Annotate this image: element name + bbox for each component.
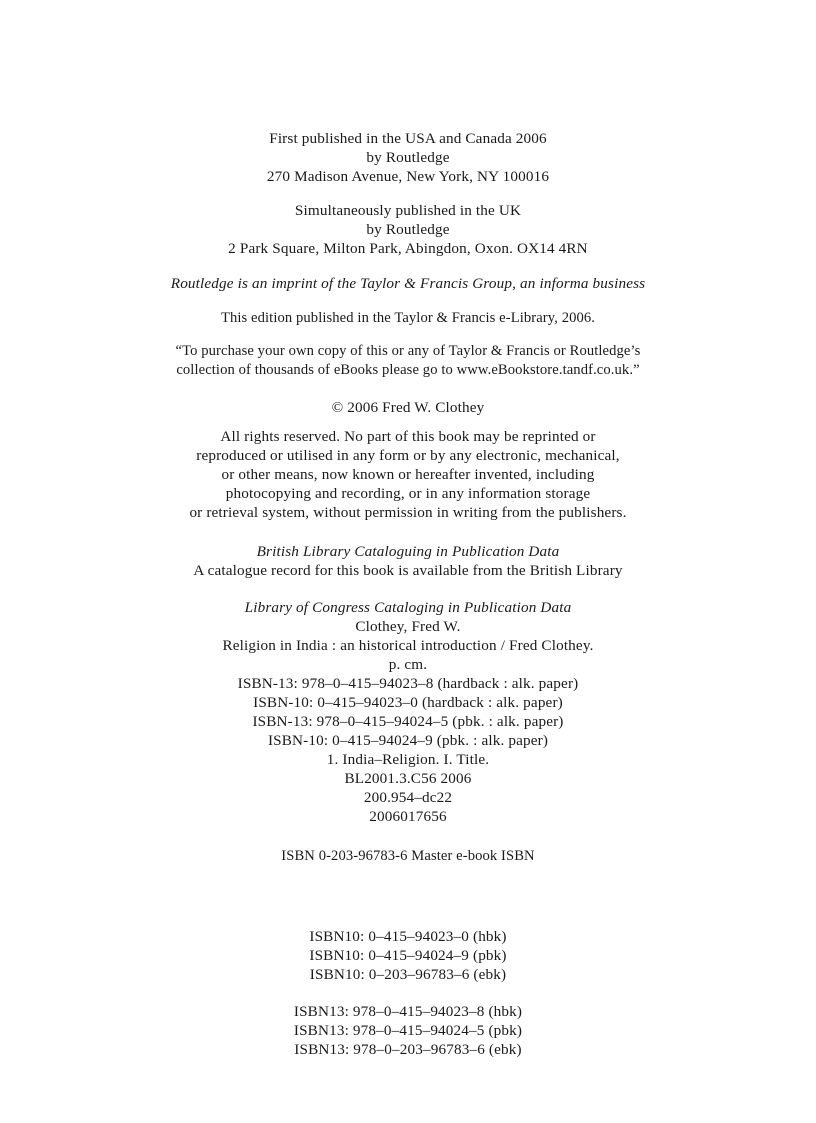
rights-block xyxy=(0,427,816,522)
usa-publication-block xyxy=(0,129,816,186)
isbn10-block xyxy=(0,927,816,984)
loc-line: ISBN-13: 978–0–415–94023–8 (hardback : alk. paper) xyxy=(237,675,579,692)
isbn10-line: ISBN10: 0–415–94023–0 (hbk) xyxy=(309,928,507,945)
library-of-congress-block xyxy=(0,598,816,826)
uk-publication-block xyxy=(0,201,816,258)
purchase-note-line: “To purchase your own copy of this or any of Taylor & Francis or Routledge’s xyxy=(175,343,641,359)
loc-heading: Library of Congress Cataloging in Publication Data xyxy=(244,599,572,616)
isbn13-line: ISBN13: 978–0–203–96783–6 (ebk) xyxy=(294,1041,522,1058)
edition-note-block xyxy=(0,309,816,328)
isbn13-line: ISBN13: 978–0–415–94024–5 (pbk) xyxy=(293,1022,523,1039)
master-isbn-block xyxy=(0,847,816,866)
loc-line: 1. India–Religion. I. Title. xyxy=(326,751,490,768)
rights-line: reproduced or utilised in any form or by any electronic, mechanical, xyxy=(196,447,620,464)
purchase-note-block xyxy=(0,342,816,380)
copyright-block xyxy=(0,398,816,417)
uk-publication-line: Simultaneously published in the UK xyxy=(294,202,522,219)
loc-line: BL2001.3.C56 2006 xyxy=(344,770,472,787)
loc-line: ISBN-10: 0–415–94024–9 (pbk. : alk. paper) xyxy=(267,732,549,749)
usa-publication-line: by Routledge xyxy=(366,149,450,166)
imprint-note: Routledge is an imprint of the Taylor & Francis Group, an informa business xyxy=(170,275,646,292)
british-library-heading: British Library Cataloguing in Publication Data xyxy=(256,543,560,560)
copyright-line: © 2006 Fred W. Clothey xyxy=(331,399,485,416)
isbn10-line: ISBN10: 0–203–96783–6 (ebk) xyxy=(309,966,507,983)
british-library-text: A catalogue record for this book is available from the British Library xyxy=(193,562,623,579)
rights-line: or other means, now known or hereafter invented, including xyxy=(221,466,595,483)
loc-line: ISBN-13: 978–0–415–94024–5 (pbk. : alk. paper) xyxy=(252,713,564,730)
loc-line: Clothey, Fred W. xyxy=(355,618,461,635)
isbn10-line: ISBN10: 0–415–94024–9 (pbk) xyxy=(309,947,507,964)
rights-line: All rights reserved. No part of this book may be reprinted or xyxy=(220,428,596,445)
rights-line: or retrieval system, without permission in writing from the publishers. xyxy=(189,504,627,521)
purchase-note-line: collection of thousands of eBooks please go to www.eBookstore.tandf.co.uk.” xyxy=(176,362,640,378)
british-library-block xyxy=(0,542,816,580)
imprint-note-block xyxy=(0,274,816,293)
edition-note: This edition published in the Taylor & Francis e-Library, 2006. xyxy=(220,310,596,326)
loc-line: p. cm. xyxy=(388,656,428,673)
master-isbn: ISBN 0-203-96783-6 Master e-book ISBN xyxy=(281,848,535,864)
loc-line: Religion in India : an historical introduction / Fred Clothey. xyxy=(222,637,594,654)
isbn13-block xyxy=(0,1002,816,1059)
isbn13-line: ISBN13: 978–0–415–94023–8 (hbk) xyxy=(293,1003,523,1020)
usa-publication-line: First published in the USA and Canada 2006 xyxy=(269,130,547,147)
loc-line: ISBN-10: 0–415–94023–0 (hardback : alk. paper) xyxy=(253,694,563,711)
loc-line: 200.954–dc22 xyxy=(363,789,453,806)
usa-publication-line: 270 Madison Avenue, New York, NY 100016 xyxy=(266,168,550,185)
rights-line: photocopying and recording, or in any information storage xyxy=(225,485,591,502)
uk-publication-line: by Routledge xyxy=(366,221,450,238)
loc-line: 2006017656 xyxy=(369,808,447,825)
uk-publication-line: 2 Park Square, Milton Park, Abingdon, Oxon. OX14 4RN xyxy=(228,240,588,257)
